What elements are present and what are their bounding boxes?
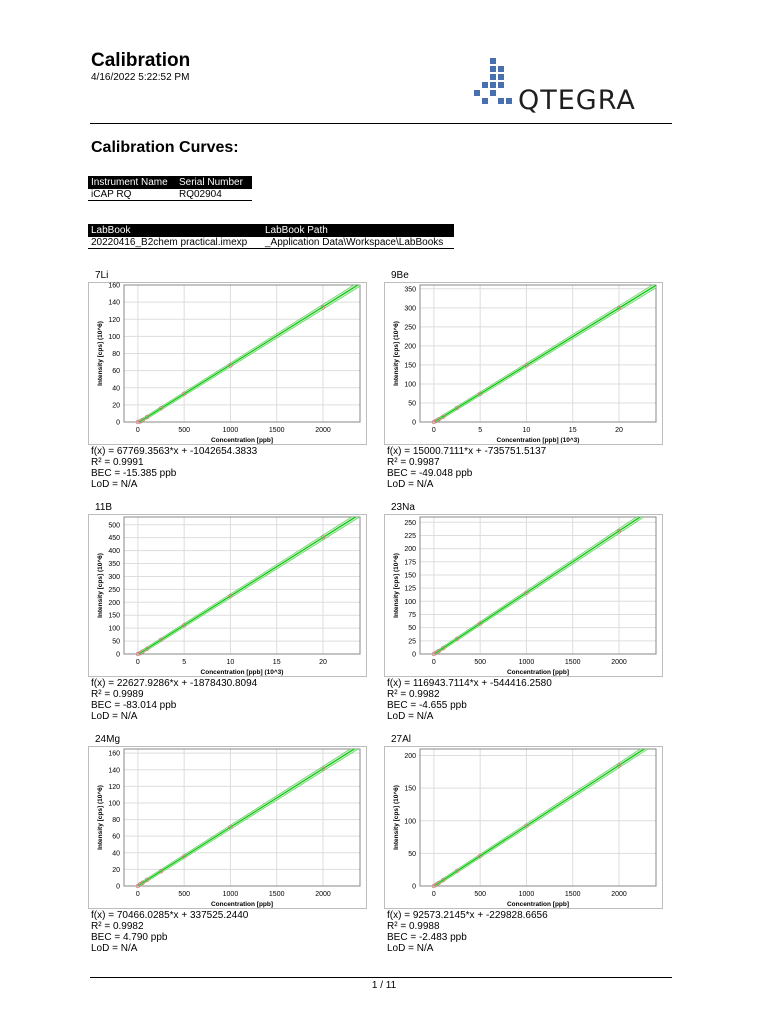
x-tick-label: 1500 <box>268 891 285 898</box>
x-axis-title: Concentration [ppb] <box>210 437 274 444</box>
x-tick-label: 1500 <box>268 427 285 434</box>
chart-element-label: 9Be <box>391 270 409 281</box>
x-tick-label: 0 <box>135 659 140 666</box>
y-tick-label: 350 <box>404 286 416 294</box>
x-tick-label: 10 <box>226 659 235 666</box>
x-tick-label: 0 <box>431 891 436 898</box>
header-divider <box>90 123 672 124</box>
chart-plot-area <box>88 514 368 678</box>
x-axis-title: Concentration [ppb] <box>506 901 570 908</box>
chart-plot-area <box>88 282 368 446</box>
serial-number-value: RQ02904 <box>176 189 252 201</box>
lod-value: LoD = N/A <box>387 943 434 954</box>
x-tick-label: 500 <box>178 891 191 898</box>
section-title: Calibration Curves: <box>91 139 239 156</box>
fit-line <box>138 514 360 654</box>
chart-element-label: 23Na <box>391 502 415 513</box>
fit-group <box>138 514 360 656</box>
bec-value: BEC = -2.483 ppb <box>387 932 467 943</box>
instrument-table <box>88 176 252 201</box>
y-tick-label: 0 <box>412 419 416 427</box>
fit-equation: f(x) = 92573.2145*x + -229828.6656 <box>387 910 548 921</box>
lod-value: LoD = N/A <box>91 479 138 490</box>
chart-element-label: 11B <box>95 502 113 513</box>
y-tick-label: 80 <box>112 351 120 358</box>
fit-line <box>434 285 656 422</box>
chart-plot-area <box>384 746 664 910</box>
fit-equation-block <box>91 910 248 954</box>
y-tick-label: 50 <box>408 850 416 858</box>
y-tick-label: 20 <box>112 402 120 410</box>
calibration-chart-27al <box>384 734 664 964</box>
y-tick-label: 300 <box>404 305 416 313</box>
x-tick-label: 20 <box>319 659 327 666</box>
r-squared: R² = 0.9991 <box>91 457 144 468</box>
y-tick-label: 140 <box>108 767 120 775</box>
y-tick-label: 20 <box>112 866 120 874</box>
bec-value: BEC = -49.048 ppb <box>387 468 473 479</box>
report-title: Calibration <box>91 50 191 71</box>
y-tick-label: 60 <box>112 368 120 376</box>
y-tick-label: 200 <box>404 343 416 351</box>
y-axis-title: Intensity [cps] (10^6) <box>393 553 400 618</box>
y-tick-label: 250 <box>108 586 120 594</box>
bec-value: BEC = -4.655 ppb <box>387 700 467 711</box>
band-lower <box>138 748 360 887</box>
x-tick-label: 5 <box>182 659 187 666</box>
serial-number-header: Serial Number <box>176 176 252 189</box>
y-tick-label: 150 <box>404 572 416 580</box>
y-tick-label: 100 <box>404 381 416 389</box>
y-tick-label: 140 <box>108 299 120 307</box>
y-tick-label: 0 <box>116 651 120 659</box>
y-axis-title: Intensity [cps] (10^6) <box>97 785 104 850</box>
y-tick-label: 50 <box>408 400 416 408</box>
fit-line <box>138 746 360 886</box>
lod-value: LoD = N/A <box>387 711 434 722</box>
report-datetime: 4/16/2022 5:22:52 PM <box>91 72 190 83</box>
y-tick-label: 200 <box>404 546 416 554</box>
x-tick-label: 2000 <box>315 891 331 898</box>
lod-value: LoD = N/A <box>91 711 138 722</box>
x-axis-title: Concentration [ppb] (10^3) <box>496 437 580 444</box>
y-tick-label: 120 <box>108 783 120 791</box>
y-tick-label: 0 <box>116 419 120 427</box>
x-tick-label: 0 <box>135 427 140 434</box>
y-tick-label: 100 <box>108 625 120 633</box>
labbook-path-header: LabBook Path <box>262 224 454 237</box>
fit-equation: f(x) = 22627.9286*x + -1878430.8094 <box>91 678 258 689</box>
y-tick-label: 150 <box>404 785 416 793</box>
y-tick-label: 150 <box>404 362 416 370</box>
y-tick-label: 100 <box>404 598 416 606</box>
y-axis-title: Intensity [cps] (10^6) <box>97 321 104 386</box>
x-tick-label: 2000 <box>315 427 331 434</box>
instrument-name-value: iCAP RQ <box>88 189 176 201</box>
y-tick-label: 160 <box>108 282 120 290</box>
r-squared: R² = 0.9982 <box>387 689 440 700</box>
logo-wordmark: QTEGRA <box>518 85 636 116</box>
r-squared: R² = 0.9987 <box>387 457 440 468</box>
labbook-table <box>88 224 454 249</box>
r-squared: R² = 0.9989 <box>91 689 144 700</box>
y-tick-label: 100 <box>108 333 120 341</box>
x-tick-label: 1000 <box>518 659 535 666</box>
y-tick-label: 350 <box>108 561 120 569</box>
x-tick-label: 0 <box>431 427 436 434</box>
y-tick-label: 40 <box>112 850 120 858</box>
x-tick-label: 500 <box>474 891 487 898</box>
x-tick-label: 1500 <box>564 659 581 666</box>
fit-group <box>434 746 656 888</box>
y-tick-label: 150 <box>108 612 120 620</box>
y-tick-label: 450 <box>108 535 120 543</box>
chart-element-label: 7Li <box>95 270 109 281</box>
footer-divider <box>90 977 672 978</box>
bec-value: BEC = -15.385 ppb <box>91 468 177 479</box>
x-tick-label: 1000 <box>222 891 239 898</box>
calibration-chart-24mg <box>88 734 368 964</box>
y-axis-title: Intensity [cps] (10^6) <box>393 321 400 386</box>
chart-plot-area <box>384 282 664 446</box>
y-tick-label: 250 <box>404 519 416 527</box>
instrument-name-header: Instrument Name <box>88 176 176 189</box>
y-tick-label: 200 <box>404 753 416 761</box>
x-tick-label: 1000 <box>518 891 535 898</box>
x-tick-label: 5 <box>478 427 483 434</box>
y-tick-label: 175 <box>404 559 416 567</box>
lod-value: LoD = N/A <box>387 479 434 490</box>
labbook-header: LabBook <box>88 224 262 237</box>
x-tick-label: 2000 <box>611 659 627 666</box>
fit-equation: f(x) = 116943.7114*x + -544416.2580 <box>387 678 552 689</box>
bec-value: BEC = -83.014 ppb <box>91 700 177 711</box>
x-axis-title: Concentration [ppb] <box>506 669 570 676</box>
x-tick-label: 10 <box>522 427 531 434</box>
chart-element-label: 24Mg <box>95 734 121 745</box>
fit-equation-block <box>387 678 552 722</box>
x-tick-label: 1500 <box>564 891 581 898</box>
y-tick-label: 0 <box>116 883 120 891</box>
y-tick-label: 100 <box>404 818 416 826</box>
y-tick-label: 80 <box>112 817 120 825</box>
x-tick-label: 0 <box>431 659 436 666</box>
x-tick-label: 15 <box>272 659 281 666</box>
y-axis-title: Intensity [cps] (10^6) <box>97 553 104 618</box>
page-number: 1 / 11 <box>371 980 397 991</box>
x-tick-label: 15 <box>568 427 577 434</box>
x-tick-label: 1000 <box>222 427 239 434</box>
y-tick-label: 160 <box>108 750 120 758</box>
x-tick-label: 0 <box>135 891 140 898</box>
fit-equation-block <box>387 910 548 954</box>
band-upper <box>434 283 656 421</box>
y-tick-label: 400 <box>108 548 120 556</box>
lod-value: LoD = N/A <box>91 943 138 954</box>
y-tick-label: 225 <box>404 532 416 540</box>
y-tick-label: 120 <box>108 316 120 324</box>
band-lower <box>138 286 360 424</box>
y-axis-title: Intensity [cps] (10^6) <box>393 785 400 850</box>
calibration-chart-11b <box>88 502 368 732</box>
fit-equation: f(x) = 67769.3563*x + -1042654.3833 <box>91 446 258 457</box>
labbook-path-value: _Application Data\Workspace\LabBooks <box>262 237 454 249</box>
r-squared: R² = 0.9988 <box>387 921 440 932</box>
y-tick-label: 300 <box>108 573 120 581</box>
fit-group <box>138 746 360 887</box>
bec-value: BEC = 4.790 ppb <box>91 932 168 943</box>
y-tick-label: 500 <box>108 522 120 530</box>
r-squared: R² = 0.9982 <box>91 921 144 932</box>
fit-equation: f(x) = 70466.0285*x + 337525.2440 <box>91 910 249 921</box>
y-tick-label: 50 <box>112 638 120 646</box>
y-tick-label: 75 <box>408 611 416 619</box>
y-tick-label: 0 <box>412 883 416 891</box>
x-tick-label: 500 <box>474 659 487 666</box>
x-tick-label: 20 <box>615 427 623 434</box>
y-tick-label: 25 <box>408 638 416 646</box>
y-tick-label: 50 <box>408 625 416 633</box>
qtegra-logo <box>474 58 666 116</box>
calibration-chart-23na <box>384 502 664 732</box>
fit-equation-block <box>387 446 546 490</box>
y-tick-label: 250 <box>404 324 416 332</box>
y-tick-label: 60 <box>112 833 120 841</box>
fit-equation: f(x) = 15000.7111*x + -735751.5137 <box>387 446 547 457</box>
x-tick-label: 2000 <box>611 891 627 898</box>
y-tick-label: 0 <box>412 651 416 659</box>
chart-plot-area <box>384 514 664 678</box>
labbook-value: 20220416_B2chem practical.imexp <box>88 237 262 249</box>
chart-element-label: 27Al <box>391 734 412 745</box>
y-tick-label: 200 <box>108 599 120 607</box>
x-tick-label: 500 <box>178 427 191 434</box>
x-axis-title: Concentration [ppb] <box>210 901 274 908</box>
calibration-chart-7li <box>88 270 368 500</box>
fit-equation-block <box>91 446 257 490</box>
chart-plot-area <box>88 746 368 910</box>
y-tick-label: 100 <box>108 800 120 808</box>
x-axis-title: Concentration [ppb] (10^3) <box>200 669 284 676</box>
y-tick-label: 125 <box>404 585 416 593</box>
y-tick-label: 40 <box>112 385 120 393</box>
fit-equation-block <box>91 678 257 722</box>
band-lower <box>434 746 656 888</box>
calibration-chart-9be <box>384 270 664 500</box>
